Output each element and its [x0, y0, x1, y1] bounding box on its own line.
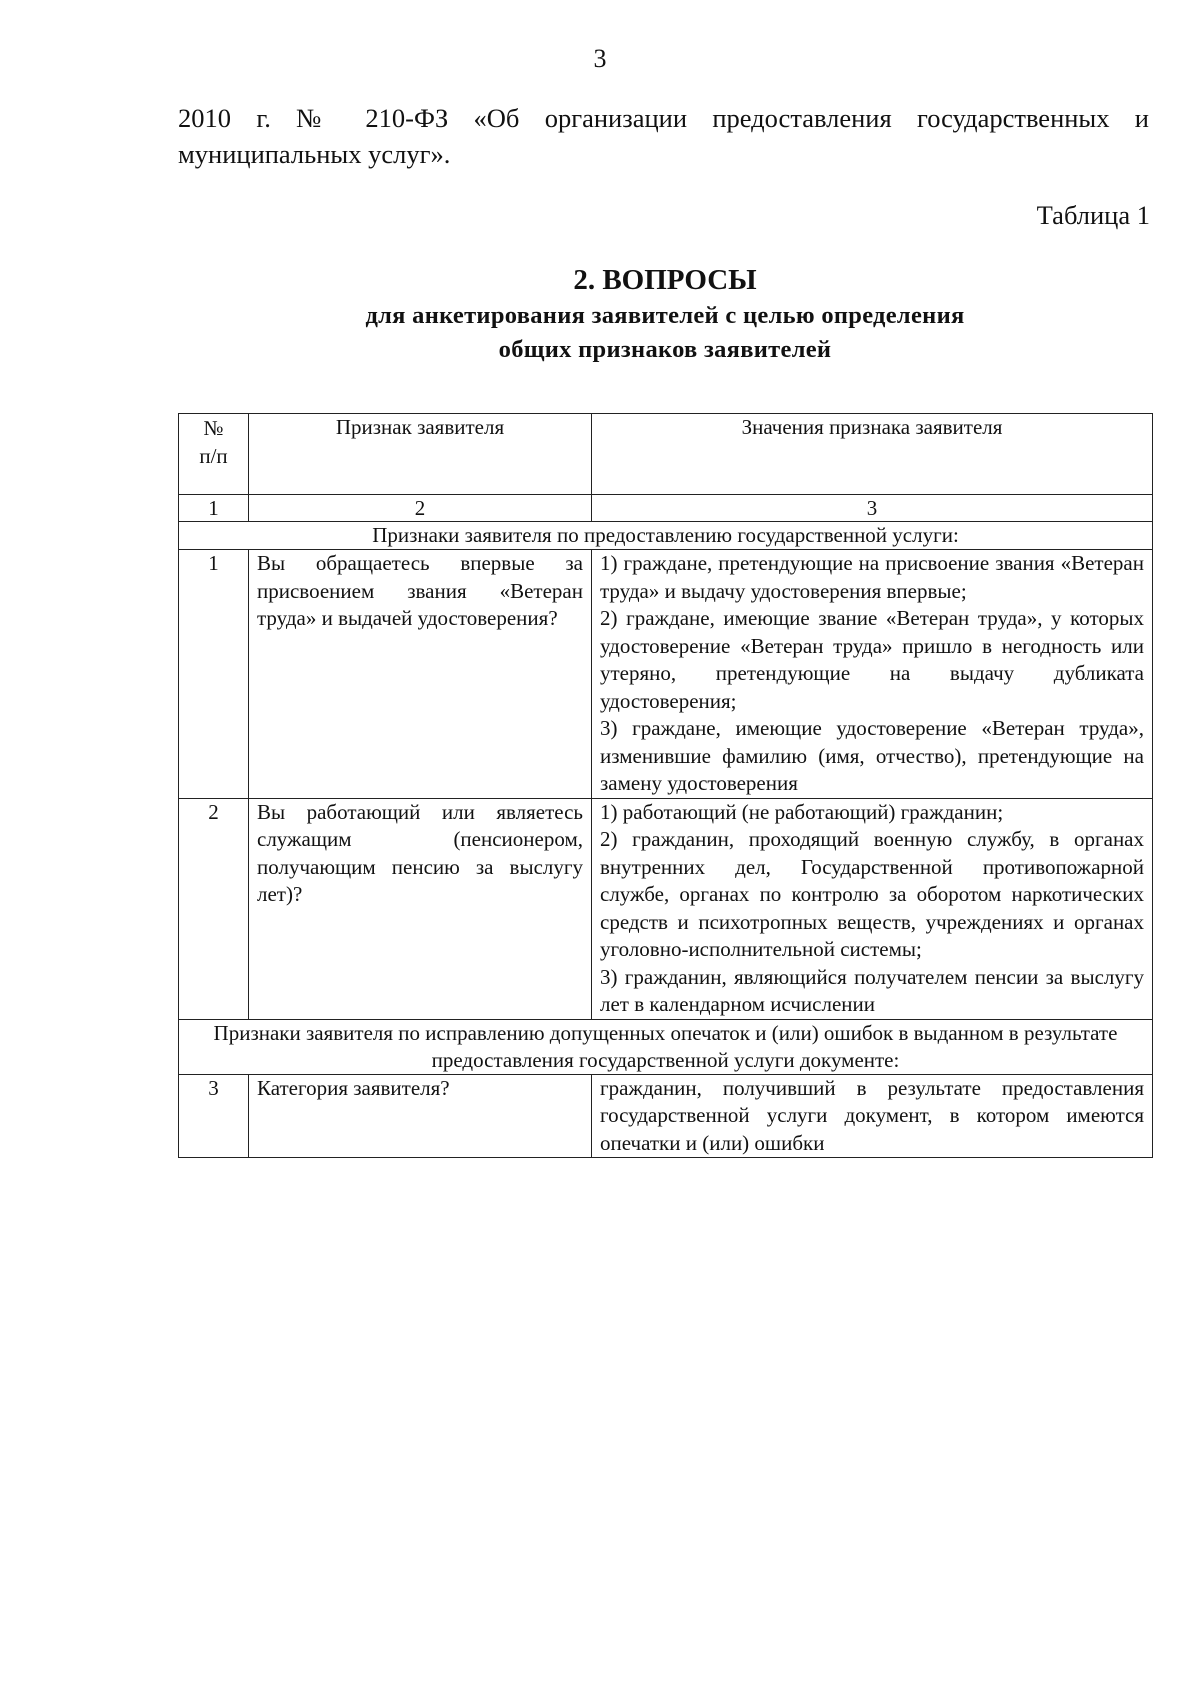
row-number: 3	[179, 1074, 249, 1158]
row-number: 2	[179, 798, 249, 1019]
row-answers	[592, 550, 1153, 799]
answer-item: 3) граждане, имеющие удостоверение «Ветеран труда», изменившие фамилию (имя, отчество), претендующие на замену удостоверения	[600, 716, 1144, 795]
row-question: Категория заявителя?	[249, 1074, 592, 1158]
answer-item: 1) граждане, претендующие на присвоение звания «Ветеран труда» и выдачу удостоверения впервые;	[600, 551, 1144, 603]
column-number: 1	[179, 495, 249, 522]
page-number: 3	[593, 44, 607, 73]
header-number-symbol: №	[203, 416, 224, 440]
header-number	[179, 414, 249, 495]
header-values: Значения признака заявителя	[592, 414, 1153, 495]
table-row	[179, 798, 1153, 1019]
header-number-abbr: п/п	[199, 444, 228, 468]
section-subtitle-line-2: общих признаков заявителей	[498, 336, 832, 363]
row-number: 1	[179, 550, 249, 799]
table-row	[179, 550, 1153, 799]
section-row-provision	[179, 522, 1153, 550]
answer-item: 3) гражданин, являющийся получателем пенсии за выслугу лет в календарном исчислении	[600, 964, 1144, 1016]
answer-item: 2) граждане, имеющие звание «Ветеран труда», у которых удостоверение «Ветеран труда» пришло в негодность или утеряно, претендующие на выдачу дубликата удостоверения;	[600, 606, 1144, 713]
section-heading: Признаки заявителя по исправлению допущенных опечаток и (или) ошибок в выданном в результате предоставления государственной услуги документе:	[179, 1019, 1153, 1074]
table-label: Таблица 1	[1036, 200, 1150, 230]
column-number: 3	[592, 495, 1153, 522]
column-numbers-row	[179, 495, 1153, 522]
answer-item: 2) гражданин, проходящий военную службу, в органах внутренних дел, Государственной противопожарной службе, органах по контролю за оборотом наркотических средств и психотропных веществ, учреждениях и органах уголовно-исполнительной системы;	[600, 827, 1144, 961]
questions-table	[178, 413, 1153, 1158]
column-number: 2	[249, 495, 592, 522]
row-question: Вы обращаетесь впервые за присвоением звания «Ветеран труда» и выдачей удостоверения?	[249, 550, 592, 799]
row-question: Вы работающий или являетесь служащим (пенсионером, получающим пенсию за выслугу лет)?	[249, 798, 592, 1019]
table-header-row	[179, 414, 1153, 495]
row-answer: гражданин, получивший в результате предоставления государственной услуги документ, в котором имеются опечатки и (или) ошибки	[592, 1074, 1153, 1158]
table-row	[179, 1074, 1153, 1158]
row-answers	[592, 798, 1153, 1019]
section-heading: Признаки заявителя по предоставлению государственной услуги:	[179, 522, 1153, 550]
intro-paragraph: 2010 г. № 210-ФЗ «Об организации предоставления государственных и муниципальных услуг».	[178, 103, 1149, 169]
answer-item: 1) работающий (не работающий) гражданин;	[600, 799, 1004, 824]
header-feature: Признак заявителя	[249, 414, 592, 495]
section-title: 2. ВОПРОСЫ	[573, 264, 757, 296]
section-row-corrections	[179, 1019, 1153, 1074]
section-subtitle-line-1: для анкетирования заявителей с целью определения	[365, 302, 965, 329]
